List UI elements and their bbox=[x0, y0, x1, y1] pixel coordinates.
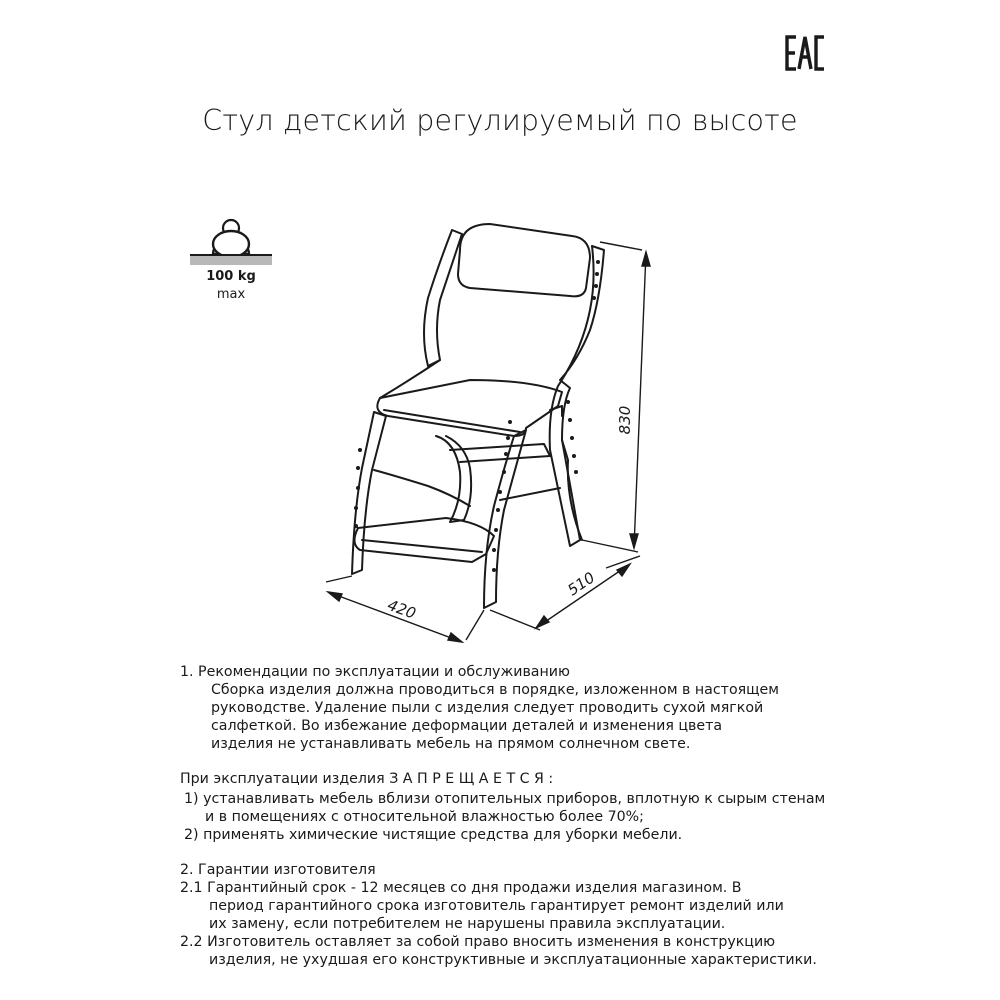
dimension-depth: 510 bbox=[564, 568, 599, 600]
load-capacity-unit: max bbox=[216, 287, 246, 302]
section1-line: руководстве. Удаление пыли с изделия следует проводить сухой мягкой bbox=[211, 700, 764, 716]
prohibitions-heading: При эксплуатации изделия З А П Р Е Щ А Е Т С Я : bbox=[180, 771, 554, 787]
prohibitions-line: 1) устанавливать мебель вблизи отопительных приборов, вплотную к сырым стенам bbox=[184, 791, 826, 807]
prohibitions-line: и в помещениях с относительной влажностью более 70%; bbox=[205, 809, 644, 825]
dimension-height: 830 bbox=[616, 405, 634, 435]
chair-footrest bbox=[354, 518, 494, 562]
chair-seat bbox=[377, 380, 562, 436]
section1-line: изделия не устанавливать мебель на прямом солнечном свете. bbox=[211, 736, 691, 752]
section1-line: Сборка изделия должна проводиться в порядке, изложенном в настоящем bbox=[211, 682, 779, 698]
section1-line: салфеткой. Во избежание деформации деталей и изменения цвета bbox=[211, 718, 723, 734]
section2-line: 2.2 Изготовитель оставляет за собой право вносить изменения в конструкцию bbox=[180, 934, 776, 950]
chair-front-right-leg bbox=[484, 430, 526, 608]
page-title: Стул детский регулируемый по высоте bbox=[202, 104, 798, 137]
section2-line: их замену, если потребителем не нарушены правила эксплуатации. bbox=[209, 916, 726, 932]
eac-certification-mark bbox=[784, 34, 826, 72]
prohibitions-line: 2) применять химические чистящие средства для уборки мебели. bbox=[184, 827, 683, 843]
chair-right-upright bbox=[550, 246, 604, 546]
weight-icon bbox=[188, 208, 274, 268]
chair-left-upright bbox=[424, 230, 462, 366]
chair-backrest bbox=[458, 224, 590, 296]
section2-heading: 2. Гарантии изготовителя bbox=[180, 862, 376, 878]
chair-drawing bbox=[300, 210, 680, 650]
dimension-width: 420 bbox=[385, 595, 419, 623]
section2-line: изделия, не ухудшая его конструктивные и эксплуатационные характеристики. bbox=[209, 952, 817, 968]
section2-line: 2.1 Гарантийный срок - 12 месяцев со дня продажи изделия магазином. В bbox=[180, 880, 742, 896]
section2-line: период гарантийного срока изготовитель гарантирует ремонт изделий или bbox=[209, 898, 784, 914]
load-capacity-value: 100 kg bbox=[206, 269, 256, 284]
chair-front-left-leg bbox=[352, 412, 386, 574]
section1-heading: 1. Рекомендации по эксплуатации и обслуживанию bbox=[180, 664, 570, 680]
